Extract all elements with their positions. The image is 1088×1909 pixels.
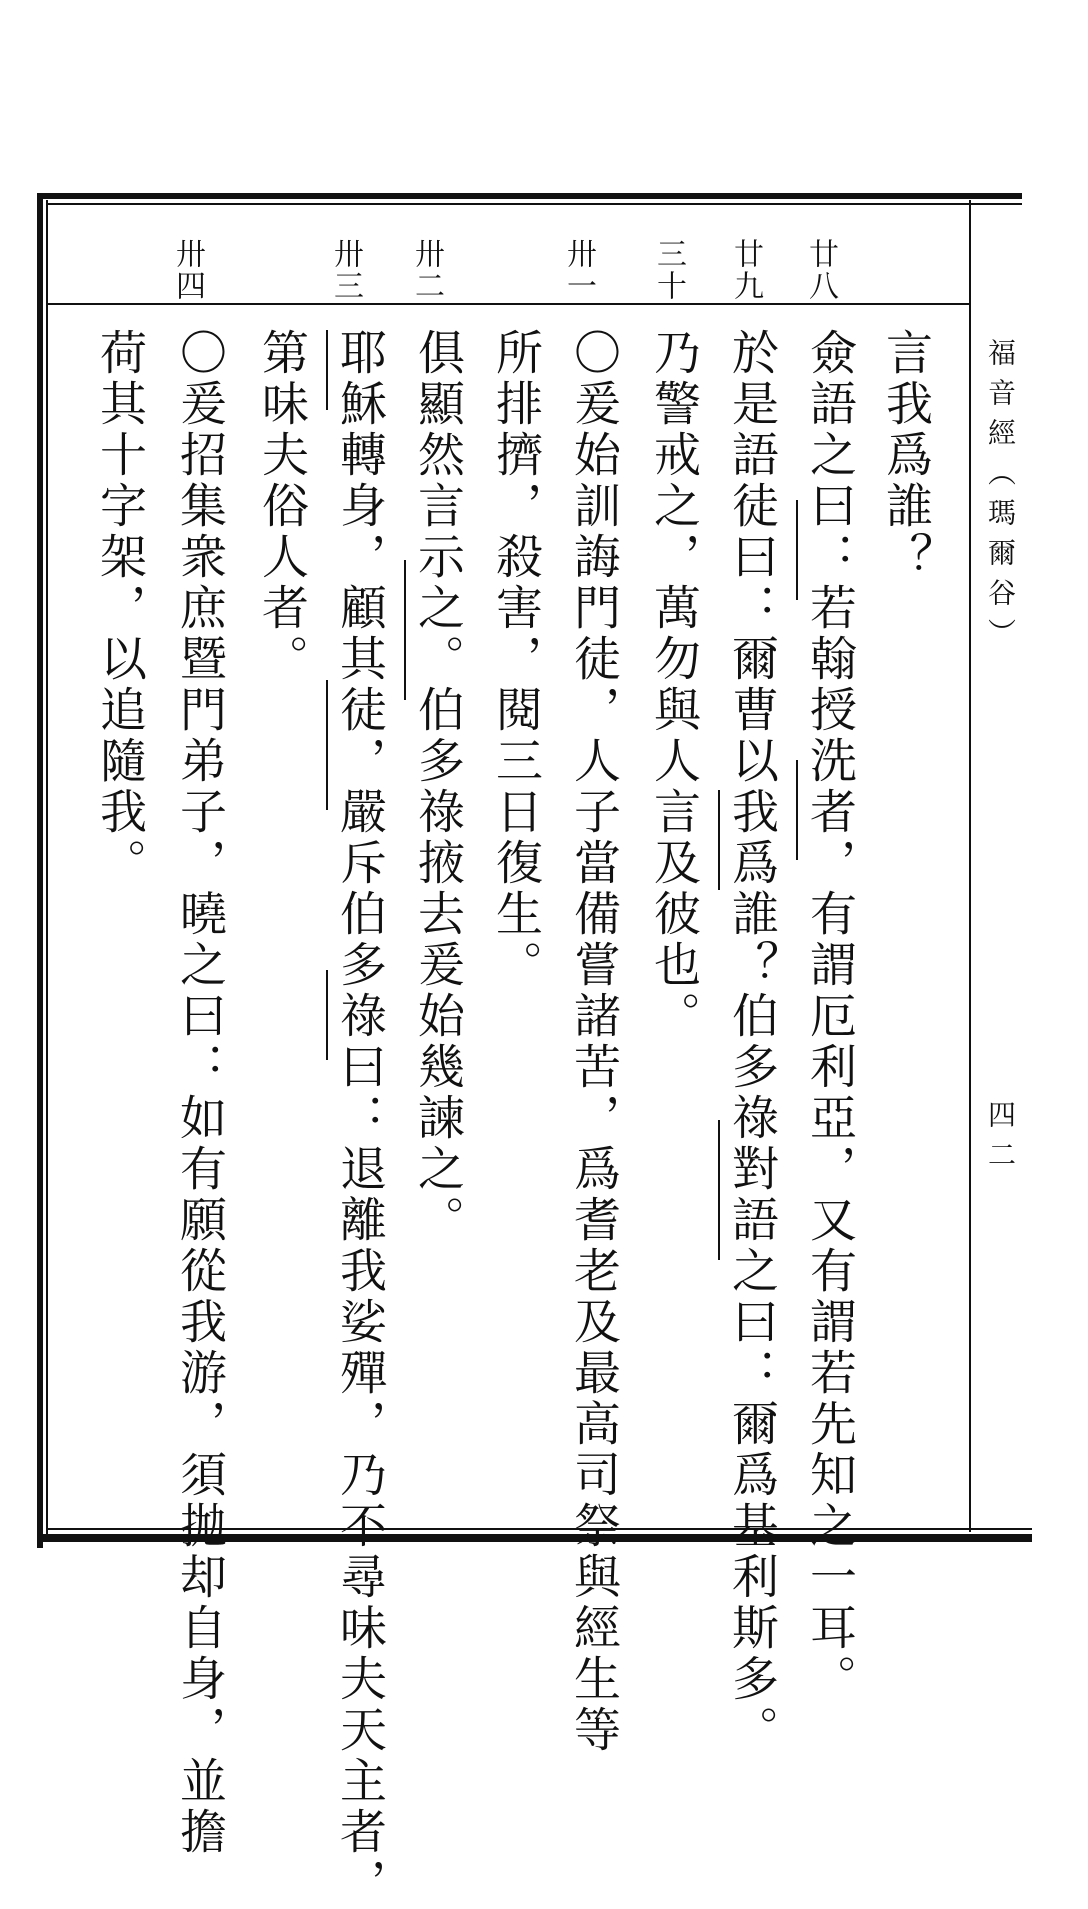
text-line: 俱顯然言示之。伯多祿掖去爰始幾諫之。 [410,328,465,1246]
proper-name-mark [718,1120,720,1260]
proper-name-mark [718,790,720,890]
frame-border-top-inner [46,203,1022,205]
text-line: 言我爲誰？ [878,328,933,583]
text-line: 耶穌轉身，顧其徒，嚴斥伯多祿曰：退離我娑殫，乃不尋味夫天主者， [332,328,387,1909]
verse-number: 廿九 [728,238,763,302]
text-line: 於是語徒曰：爾曹以我爲誰？伯多祿對語之曰：爾爲基利斯多。 [724,328,779,1756]
text-line: 〇爰始訓誨門徒，人子當備嘗諸苦，爲耆老及最高司祭與經生等 [566,328,621,1756]
proper-name-mark [796,760,798,860]
verse-number: 卅四 [170,238,205,302]
verse-number: 卅三 [328,238,363,302]
verse-number: 廿八 [803,238,838,302]
proper-name-mark [404,560,406,700]
frame-border-right [969,200,971,1532]
frame-border-top [37,193,1022,199]
text-line: 荷其十字架，以追隨我。 [92,328,147,889]
frame-border-left [37,193,43,1548]
proper-name-mark [326,680,328,810]
page-number: 四二 [984,1100,1017,1180]
verse-number: 卅二 [409,238,444,302]
text-line: 〇爰招集衆庶暨門弟子，曉之曰：如有願從我游，須拋却自身，並擔 [172,328,227,1858]
proper-name-mark [796,500,798,600]
running-title: 福音經（瑪爾谷） [984,338,1017,658]
verse-number: 三十 [651,238,686,302]
text-line: 所排擠，殺害，閱三日復生。 [488,328,543,991]
proper-name-mark [326,970,328,1060]
verse-number: 卅一 [561,238,596,302]
text-line: 僉語之曰：若翰授洗者，有謂厄利亞，又有謂若先知之一耳。 [802,328,857,1705]
verse-number-rule [46,303,971,305]
text-line: 乃警戒之，萬勿與人言及彼也。 [646,328,701,1042]
text-line: 第味夫俗人者。 [254,328,309,685]
frame-border-left-inner [46,200,48,1540]
proper-name-mark [326,330,328,410]
